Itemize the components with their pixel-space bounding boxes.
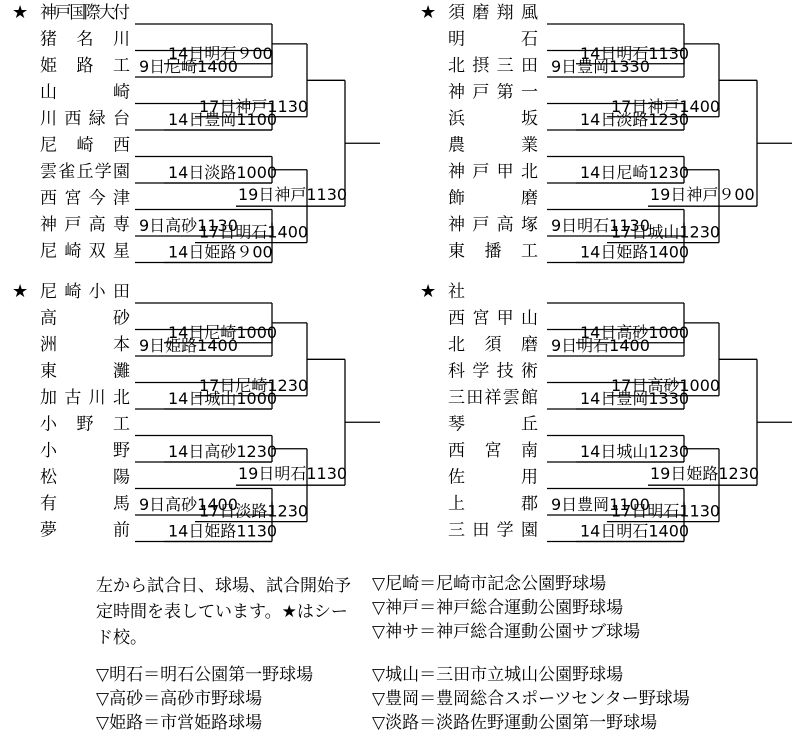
team-name: 科学技術 [448, 361, 538, 382]
match-label: 9日高砂1130 [139, 216, 238, 235]
venue-entry: ▽明石＝明石公園第一野球場 [96, 665, 314, 685]
team-name: 飾磨 [448, 188, 538, 209]
team-name: 松陽 [40, 467, 130, 488]
team-name: 洲本 [40, 335, 130, 355]
seed-star-icon: ★ [420, 2, 437, 23]
venue-entry: ▽神戸＝神戸総合運動公園野球場 [372, 598, 624, 618]
match-label: 14日姫路９00 [168, 242, 273, 262]
team-name: 北須磨 [448, 335, 538, 355]
team-name: 神戸甲北 [448, 162, 538, 182]
match-label: 14日尼崎1000 [168, 322, 278, 342]
team-name: 三田学園 [448, 520, 538, 541]
team-name: 神戸国際大付 [40, 3, 130, 23]
match-label: 17日明石1130 [611, 501, 721, 521]
team-name: 西宮南 [448, 441, 538, 461]
team-name: 小野工 [40, 414, 130, 435]
team-name: 農業 [448, 135, 538, 156]
team-name: 小野 [40, 441, 130, 461]
team-name: 高砂 [40, 308, 130, 329]
match-label: 19日神戸1130 [238, 185, 348, 205]
venue-legend-bottom-right [372, 663, 690, 735]
team-name: 尼崎双星 [40, 241, 130, 262]
team-name: 有馬 [40, 494, 130, 514]
team-name: 尼崎西 [40, 135, 130, 156]
team-name: 神戸高塚 [448, 215, 538, 235]
team-name: 上郡 [448, 494, 538, 514]
match-label: 17日尼崎1230 [199, 375, 309, 395]
team-name: 神戸第一 [448, 82, 538, 103]
match-label: 14日城山1000 [168, 389, 278, 408]
match-label: 9日明石1130 [551, 216, 650, 235]
team-name: 姫路工 [40, 56, 130, 76]
match-label: 19日姫路1230 [650, 464, 760, 484]
venue-entry: ▽淡路＝淡路佐野運動公園第一野球場 [372, 713, 658, 733]
match-label: 9日尼崎1400 [139, 57, 238, 76]
team-name: 加古川北 [40, 388, 130, 408]
match-label: 14日高砂1000 [580, 322, 690, 342]
match-label: 19日神戸９00 [650, 185, 755, 205]
team-name: 山崎 [40, 82, 130, 103]
match-label: 14日城山1230 [580, 442, 690, 461]
match-label: 14日尼崎1230 [580, 163, 690, 182]
match-label: 14日姫路1400 [580, 242, 690, 262]
match-label: 14日高砂1230 [168, 442, 278, 461]
seed-star-icon: ★ [12, 281, 29, 302]
team-name: 東播工 [448, 241, 538, 262]
seed-star-icon: ★ [420, 281, 437, 302]
team-name: 猪名川 [40, 29, 130, 50]
match-label: 9日姫路1400 [139, 336, 238, 355]
team-name: 佐用 [448, 467, 538, 488]
venue-entry: ▽豊岡＝豊岡総合スポーツセンター野球場 [372, 689, 690, 709]
team-name: 神戸高専 [40, 215, 130, 235]
team-name: 須磨翔風 [448, 3, 538, 23]
venue-legend-top-right [372, 572, 640, 644]
team-name: 社 [448, 282, 465, 302]
team-name: 北摂三田 [448, 56, 538, 76]
match-label: 14日明石９00 [168, 43, 273, 63]
team-name: 尼崎小田 [40, 282, 130, 302]
match-label: 14日姫路1130 [168, 521, 278, 541]
team-name: 琴丘 [448, 414, 538, 435]
match-label: 17日明石1400 [199, 222, 309, 242]
match-label: 17日神戸1400 [611, 96, 721, 116]
match-label: 19日明石1130 [238, 464, 348, 484]
match-label: 9日高砂1400 [139, 495, 238, 514]
venue-entry: ▽高砂＝高砂市野球場 [96, 689, 263, 709]
match-label: 17日城山1230 [611, 222, 721, 242]
match-label: 14日淡路1000 [168, 163, 278, 182]
venue-entry: ▽城山＝三田市立城山公園野球場 [372, 665, 624, 685]
venue-legend-bottom-left [96, 663, 313, 735]
venue-entry: ▽姫路＝市営姫路球場 [96, 713, 263, 733]
match-label: 9日豊岡1100 [551, 495, 650, 514]
venue-entry: ▽尼崎＝尼崎市記念公園野球場 [372, 574, 607, 594]
match-label: 14日明石1400 [580, 521, 690, 541]
match-label: 14日淡路1230 [580, 110, 690, 129]
team-name: 明石 [448, 29, 538, 50]
match-label: 9日豊岡1330 [551, 57, 650, 76]
match-label: 14日明石1130 [580, 43, 690, 63]
match-label: 14日豊岡1330 [580, 389, 690, 408]
venue-entry: ▽神サ＝神戸総合運動公園サブ球場 [372, 622, 641, 642]
team-name: 夢前 [40, 520, 130, 541]
match-label: 14日豊岡1100 [168, 110, 278, 129]
team-name: 西宮今津 [40, 188, 130, 209]
match-label: 17日淡路1230 [199, 501, 309, 521]
team-name: 西宮甲山 [448, 308, 538, 329]
team-name: 雲雀丘学園 [40, 162, 130, 182]
legend-intro: 左から試合日、球場、試合開始予定時間を表しています。★はシード校。 [96, 576, 351, 648]
team-name: 浜坂 [448, 109, 538, 129]
match-label: 17日高砂1000 [611, 375, 721, 395]
match-label: 9日明石1400 [551, 336, 650, 355]
team-name: 川西緑台 [40, 109, 130, 129]
team-name: 東灘 [40, 361, 130, 382]
seed-star-icon: ★ [12, 2, 29, 23]
match-label: 17日神戸1130 [199, 96, 309, 116]
team-name: 三田祥雲館 [448, 388, 538, 408]
